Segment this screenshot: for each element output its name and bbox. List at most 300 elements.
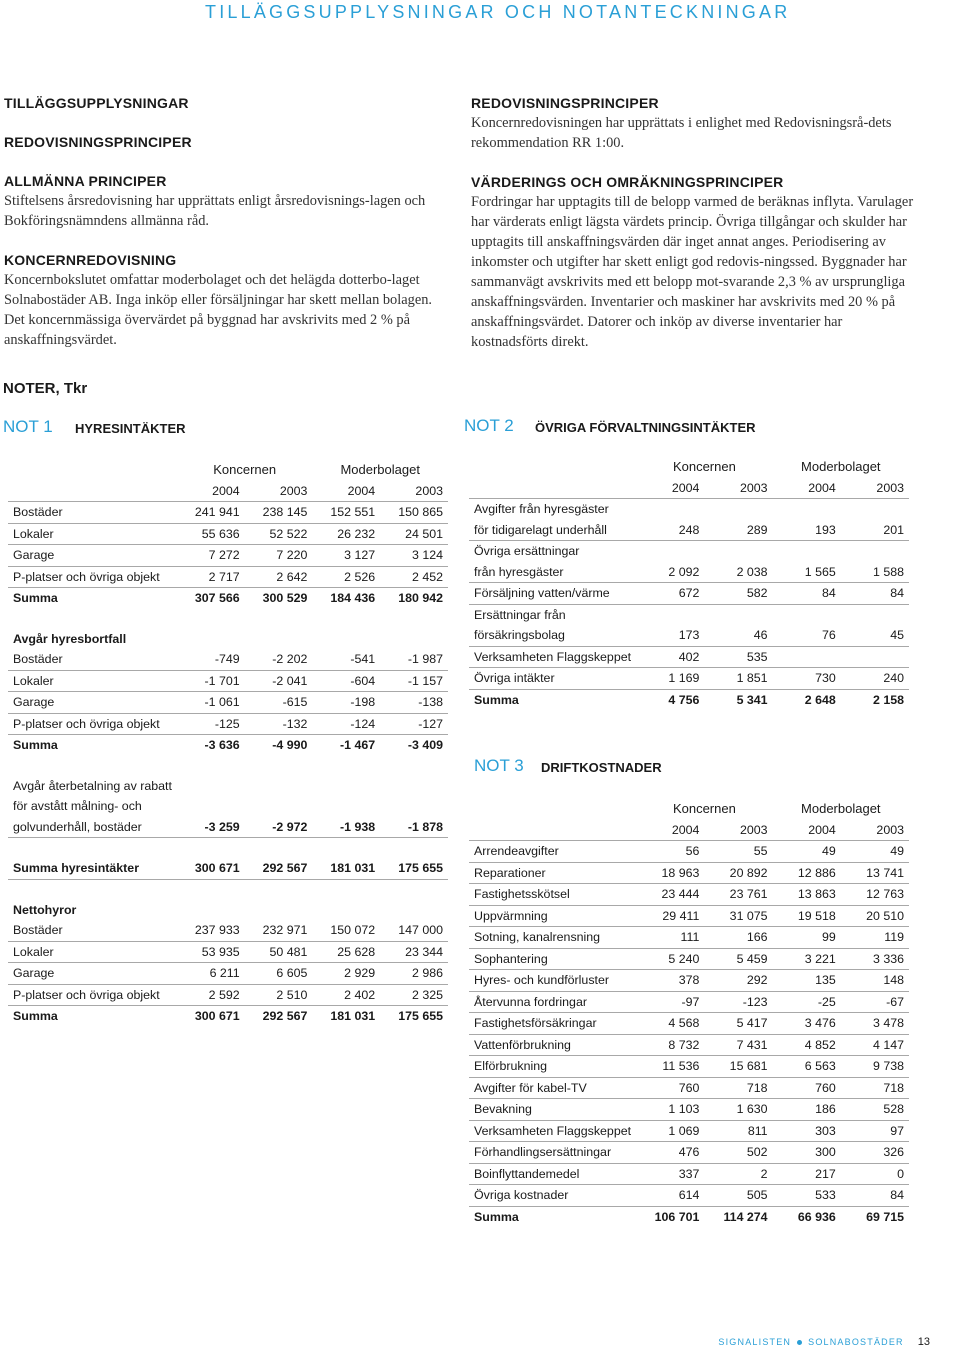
row-label: Bostäder — [8, 649, 177, 670]
row-value: 1 103 — [636, 1099, 704, 1121]
row-value: 45 — [841, 625, 909, 646]
row-value: 760 — [636, 1077, 704, 1099]
column-year: 2004 — [312, 481, 380, 502]
table-row — [469, 927, 909, 949]
heading-redovisningsprinciper-right: REDOVISNINGSPRINCIPER — [471, 95, 659, 111]
row-value: 23 444 — [636, 884, 704, 906]
row-value — [704, 604, 772, 625]
row-value: 760 — [773, 1077, 841, 1099]
table-year-header — [8, 481, 448, 502]
table-group-header — [469, 799, 909, 820]
row-value: 1 069 — [636, 1120, 704, 1142]
column-year: 2003 — [704, 478, 772, 499]
row-value: -749 — [177, 649, 245, 670]
table-year-header — [469, 478, 909, 499]
column-year: 2004 — [773, 820, 841, 841]
row-value: 1 565 — [773, 562, 841, 583]
row-value — [245, 900, 313, 921]
row-value: 292 567 — [262, 1009, 308, 1023]
column-year: 2003 — [841, 820, 909, 841]
row-label: Övriga intäkter — [469, 668, 636, 690]
row-value: 186 — [773, 1099, 841, 1121]
row-value — [704, 541, 772, 562]
table-row — [469, 1034, 909, 1056]
row-label: Uppvärmning — [469, 905, 636, 927]
row-value: 4 147 — [841, 1034, 909, 1056]
table-row — [469, 1163, 909, 1185]
row-value: 2 325 — [380, 984, 448, 1006]
row-value: 2 402 — [312, 984, 380, 1006]
table-row — [469, 948, 909, 970]
left-text-column — [4, 93, 448, 350]
row-value: 505 — [704, 1185, 772, 1207]
row-value: 292 567 — [245, 858, 313, 879]
row-value: 181 031 — [312, 858, 380, 879]
row-label: Summa — [13, 1009, 58, 1023]
row-label: Boinflyttandemedel — [469, 1163, 636, 1185]
row-label: Summa — [474, 692, 519, 707]
row-value: 106 701 — [654, 1209, 700, 1224]
row-value: 3 336 — [841, 948, 909, 970]
row-value: 535 — [704, 646, 772, 668]
row-value: 2 986 — [380, 963, 448, 985]
row-label: Hyres- och kundförluster — [469, 970, 636, 992]
row-value — [841, 646, 909, 668]
row-value: 150 072 — [312, 920, 380, 941]
table-row — [469, 541, 909, 562]
row-label: Lokaler — [8, 941, 177, 963]
row-value: -97 — [636, 991, 704, 1013]
table-row — [8, 649, 448, 670]
table-row — [8, 879, 448, 900]
row-value: 2 642 — [245, 566, 313, 588]
column-group-group2: Moderbolaget — [801, 801, 881, 816]
row-value: 614 — [636, 1185, 704, 1207]
row-value — [380, 776, 448, 797]
row-value: -3 636 — [204, 738, 240, 752]
table-row — [8, 566, 448, 588]
row-value: 152 551 — [312, 502, 380, 524]
row-label: Summa hyresintäkter — [8, 858, 177, 879]
row-value: 193 — [773, 520, 841, 541]
row-label: för avstått målning- och — [13, 799, 142, 813]
row-value: 150 865 — [380, 502, 448, 524]
row-value: 7 431 — [704, 1034, 772, 1056]
row-value: 326 — [841, 1142, 909, 1164]
paragraph-redovisningsprinciper: Koncernredovisningen har upprättats i enlighet med Redovisningsrå-dets rekommendation RR 1:00. — [471, 115, 892, 151]
row-value: 2 526 — [312, 566, 380, 588]
row-value — [636, 604, 704, 625]
not2-number: NOT 2 — [464, 416, 514, 435]
row-value: 2 092 — [636, 562, 704, 583]
row-value: -2 202 — [245, 649, 313, 670]
blank-cell — [8, 879, 448, 900]
row-value: -25 — [773, 991, 841, 1013]
heading-koncernredovisning: KONCERNREDOVISNING — [4, 252, 177, 268]
row-label: försäkringsbolag — [469, 625, 636, 646]
row-value: 533 — [773, 1185, 841, 1207]
paragraph-varderingsprinciper: Fordringar har upptagits till de belopp varmed de beräknas inflyta. Varulager har värderats enligt lägsta värdets princip. Övriga tillgångar och skulder har upptagits till anskaffningsvärden där inget annat anges. Periodisering av inkomster och utgifter har skett enligt god redovis-ningssed. Byggnader har sammanvägt avskrivits med ett belopp mot-svarande 2,3 % av ursprungliga anskaffningsvärden. Inventarier och maskiner har avskrivits med 20 % på anskaffningsvärdet. Datorer och inköp av diverse inventarier har kostnadsförts direkt. — [471, 194, 914, 350]
row-value: 11 536 — [636, 1056, 704, 1078]
row-label: P-platser och övriga objekt — [8, 984, 177, 1006]
table-row — [469, 1206, 909, 1227]
row-value: 2 452 — [380, 566, 448, 588]
row-value: 0 — [841, 1163, 909, 1185]
row-value — [380, 629, 448, 650]
table-row — [469, 520, 909, 541]
table-row — [8, 629, 448, 650]
row-label: P-platser och övriga objekt — [8, 566, 177, 588]
row-value: 97 — [841, 1120, 909, 1142]
row-label: Försäljning vatten/värme — [469, 583, 636, 605]
row-value: 99 — [773, 927, 841, 949]
row-value — [177, 796, 245, 817]
row-value: 13 863 — [773, 884, 841, 906]
table-row — [8, 692, 448, 714]
row-value: 166 — [704, 927, 772, 949]
row-value: 528 — [841, 1099, 909, 1121]
row-value: -67 — [841, 991, 909, 1013]
row-value: 1 169 — [636, 668, 704, 690]
row-label: för tidigarelagt underhåll — [469, 520, 636, 541]
table-row — [469, 1120, 909, 1142]
row-value — [245, 796, 313, 817]
row-value: 175 655 — [380, 858, 448, 879]
not2-title: ÖVRIGA FÖRVALTNINGSINTÄKTER — [535, 420, 756, 435]
row-value: -1 878 — [380, 817, 448, 838]
header-empty-cell — [8, 481, 177, 502]
row-value: -3 259 — [177, 817, 245, 838]
row-value: 248 — [636, 520, 704, 541]
row-value: 2 929 — [312, 963, 380, 985]
row-value: 2 717 — [177, 566, 245, 588]
row-value: 2 592 — [177, 984, 245, 1006]
table-row — [8, 838, 448, 859]
column-year: 2003 — [841, 478, 909, 499]
row-value: -4 990 — [272, 738, 308, 752]
row-value: 24 501 — [380, 523, 448, 545]
row-value: 303 — [773, 1120, 841, 1142]
row-value — [636, 499, 704, 520]
table-row — [469, 1056, 909, 1078]
row-value: 232 971 — [245, 920, 313, 941]
row-value: 46 — [704, 625, 772, 646]
row-label: golvunderhåll, bostäder — [8, 817, 177, 838]
page-header: TILLÄGGSUPPLYSNINGAR OCH NOTANTECKNINGAR — [205, 2, 791, 22]
row-label: Garage — [8, 545, 177, 567]
table-row — [469, 970, 909, 992]
row-value: 300 671 — [177, 858, 245, 879]
row-value: 289 — [704, 520, 772, 541]
row-label: Garage — [8, 692, 177, 714]
row-value: 337 — [636, 1163, 704, 1185]
row-value: 5 240 — [636, 948, 704, 970]
table-row — [469, 862, 909, 884]
row-value: 114 274 — [723, 1209, 768, 1224]
row-label: Arrendeavgifter — [469, 841, 636, 863]
table-row — [8, 523, 448, 545]
row-value: 300 671 — [194, 1009, 240, 1023]
table-row — [469, 884, 909, 906]
row-label: Verksamheten Flaggskeppet — [469, 1120, 636, 1142]
table-row — [8, 735, 448, 756]
row-value: -1 987 — [380, 649, 448, 670]
row-value — [312, 796, 380, 817]
heading-tillaggsupplysningar: TILLÄGGSUPPLYSNINGAR — [4, 95, 189, 111]
row-value — [380, 796, 448, 817]
row-value: 175 655 — [398, 1009, 443, 1023]
row-value: 20 892 — [704, 862, 772, 884]
row-value: 53 935 — [177, 941, 245, 963]
not3-table — [469, 799, 909, 1227]
row-value: -127 — [380, 713, 448, 735]
row-value: 6 211 — [177, 963, 245, 985]
column-year: 2004 — [636, 820, 704, 841]
row-value: 180 942 — [398, 591, 443, 605]
row-value: 476 — [636, 1142, 704, 1164]
row-value: 1 588 — [841, 562, 909, 583]
row-value: -124 — [312, 713, 380, 735]
table-row — [469, 646, 909, 668]
paragraph-koncernredovisning: Koncernbokslutet omfattar moderbolaget och det helägda dotterbo-laget Solnabostäder AB. Inga inköp eller försäljningar har skett mellan bolagen. Det koncernmässiga övervärdet på byggnad har avskrivits med 2 % på anskaffningsvärdet. — [4, 272, 433, 348]
row-value: 9 738 — [841, 1056, 909, 1078]
row-value: 5 341 — [736, 692, 768, 707]
column-year: 2003 — [704, 820, 772, 841]
not2-table — [469, 457, 909, 710]
row-value: 201 — [841, 520, 909, 541]
row-value: 3 221 — [773, 948, 841, 970]
row-label: från hyresgäster — [469, 562, 636, 583]
table-row — [469, 1077, 909, 1099]
column-year: 2004 — [773, 478, 841, 499]
row-label: Avgår återbetalning av rabatt — [13, 778, 172, 793]
row-value: 111 — [636, 927, 704, 949]
row-value: 378 — [636, 970, 704, 992]
page-number: 13 — [917, 1336, 930, 1348]
row-label: Garage — [8, 963, 177, 985]
table-row — [8, 588, 448, 609]
row-value — [636, 541, 704, 562]
table-row — [469, 583, 909, 605]
row-value: 300 529 — [262, 591, 308, 605]
row-value: 217 — [773, 1163, 841, 1185]
row-label: P-platser och övriga objekt — [8, 713, 177, 735]
row-value — [841, 499, 909, 520]
row-value: 811 — [704, 1120, 772, 1142]
row-value: 2 158 — [872, 692, 904, 707]
row-value: 49 — [841, 841, 909, 863]
row-value: 19 518 — [773, 905, 841, 927]
column-group-group1: Koncernen — [213, 462, 277, 477]
row-value: 292 — [704, 970, 772, 992]
row-value: 55 636 — [177, 523, 245, 545]
column-year: 2004 — [636, 478, 704, 499]
table-row — [8, 670, 448, 692]
table-row — [469, 1185, 909, 1207]
table-row — [8, 1006, 448, 1027]
blank-cell — [8, 609, 448, 629]
row-value: 31 075 — [704, 905, 772, 927]
column-group-group1: Koncernen — [672, 459, 736, 474]
row-label: Fastighetsskötsel — [469, 884, 636, 906]
row-value: 582 — [704, 583, 772, 605]
row-label: Bevakning — [469, 1099, 636, 1121]
row-value: 238 145 — [245, 502, 313, 524]
table-row — [8, 609, 448, 629]
row-value — [380, 900, 448, 921]
row-value: 13 741 — [841, 862, 909, 884]
column-year: 2003 — [380, 481, 448, 502]
row-label: Ersättningar från — [474, 607, 566, 622]
row-value: -2 041 — [245, 670, 313, 692]
row-value: -1 061 — [177, 692, 245, 714]
row-value: 4 756 — [668, 692, 700, 707]
row-value: -1 701 — [177, 670, 245, 692]
row-value: 300 — [773, 1142, 841, 1164]
row-value: 76 — [773, 625, 841, 646]
row-value — [773, 604, 841, 625]
row-label: Avgifter för kabel-TV — [469, 1077, 636, 1099]
row-value: 5 459 — [704, 948, 772, 970]
row-value: 1 851 — [704, 668, 772, 690]
column-group-group2: Moderbolaget — [801, 459, 881, 474]
footer-solnabostader: SOLNABOSTÄDER — [808, 1337, 904, 1347]
row-value: 26 232 — [312, 523, 380, 545]
row-value: -615 — [245, 692, 313, 714]
row-value: 4 568 — [636, 1013, 704, 1035]
row-value: -1 467 — [340, 738, 376, 752]
row-label: Summa — [13, 591, 58, 605]
row-value — [312, 629, 380, 650]
table-row — [8, 900, 448, 921]
row-value: -2 972 — [245, 817, 313, 838]
row-label: Sotning, kanalrensning — [469, 927, 636, 949]
header-empty-cell — [469, 457, 636, 478]
row-value — [773, 499, 841, 520]
row-label: Fastighetsförsäkringar — [469, 1013, 636, 1035]
row-value: 307 566 — [194, 591, 240, 605]
row-value: 7 220 — [245, 545, 313, 567]
row-value: 25 628 — [312, 941, 380, 963]
row-value: 12 763 — [841, 884, 909, 906]
heading-allmanna-principer: ALLMÄNNA PRINCIPER — [4, 173, 167, 189]
row-value — [245, 776, 313, 797]
row-value: 119 — [841, 927, 909, 949]
row-label: Övriga kostnader — [469, 1185, 636, 1207]
row-value — [177, 776, 245, 797]
table-row — [469, 604, 909, 625]
table-row — [8, 713, 448, 735]
row-value: -125 — [177, 713, 245, 735]
row-label: Summa — [474, 1209, 519, 1224]
row-value: 135 — [773, 970, 841, 992]
row-value: 6 563 — [773, 1056, 841, 1078]
row-label: Elförbrukning — [469, 1056, 636, 1078]
table-row — [469, 991, 909, 1013]
row-value: 2 038 — [704, 562, 772, 583]
table-row — [8, 941, 448, 963]
row-value: 502 — [704, 1142, 772, 1164]
row-value: 241 941 — [177, 502, 245, 524]
row-value: 69 715 — [866, 1209, 904, 1224]
right-text-column — [471, 93, 916, 352]
row-value: 147 000 — [380, 920, 448, 941]
table-row — [8, 920, 448, 941]
row-value: 7 272 — [177, 545, 245, 567]
column-group-group2: Moderbolaget — [340, 462, 420, 477]
row-label: Lokaler — [8, 670, 177, 692]
row-value: -1 938 — [312, 817, 380, 838]
table-group-header — [469, 457, 909, 478]
column-year: 2004 — [177, 481, 245, 502]
row-label: Avgifter från hyresgäster — [474, 502, 609, 516]
row-value: 4 852 — [773, 1034, 841, 1056]
not1-number: NOT 1 — [3, 417, 53, 436]
table-row — [469, 625, 909, 646]
row-value: 66 936 — [797, 1209, 836, 1224]
row-value: 12 886 — [773, 862, 841, 884]
row-value: -198 — [312, 692, 380, 714]
row-value: -132 — [245, 713, 313, 735]
row-value: 29 411 — [636, 905, 704, 927]
table-row — [8, 817, 448, 838]
table-row — [469, 499, 909, 520]
header-empty-cell — [469, 820, 636, 841]
row-value: 23 761 — [704, 884, 772, 906]
heading-varderingsprinciper: VÄRDERINGS OCH OMRÄKNINGSPRINCIPER — [471, 174, 784, 190]
row-label: Förhandlingsersättningar — [469, 1142, 636, 1164]
row-value: 672 — [636, 583, 704, 605]
table-row — [8, 545, 448, 567]
row-value: 5 417 — [704, 1013, 772, 1035]
row-value: 3 478 — [841, 1013, 909, 1035]
row-value: 15 681 — [704, 1056, 772, 1078]
row-value: 2 510 — [245, 984, 313, 1006]
column-year: 2003 — [245, 481, 313, 502]
row-value: 84 — [841, 1185, 909, 1207]
table-row — [8, 858, 448, 879]
table-row — [8, 756, 448, 776]
row-label: Summa — [13, 738, 58, 752]
table-row — [8, 776, 448, 797]
blank-cell — [8, 756, 448, 776]
table-row — [469, 905, 909, 927]
row-value: 1 630 — [704, 1099, 772, 1121]
row-value: 3 127 — [312, 545, 380, 567]
row-label: Lokaler — [8, 523, 177, 545]
row-value: 52 522 — [245, 523, 313, 545]
row-value: 237 933 — [177, 920, 245, 941]
not1-title: HYRESINTÄKTER — [75, 421, 186, 436]
row-value: 56 — [636, 841, 704, 863]
row-value: -1 157 — [380, 670, 448, 692]
row-label: Sophantering — [469, 948, 636, 970]
row-label: Nettohyror — [13, 902, 77, 917]
row-value: 18 963 — [636, 862, 704, 884]
row-value — [704, 499, 772, 520]
paragraph-allmanna-principer: Stiftelsens årsredovisning har upprättats enligt årsredovisnings-lagen och Bokföringsnämndens allmänna råd. — [4, 193, 426, 229]
row-value — [177, 629, 245, 650]
row-value: 3 124 — [380, 545, 448, 567]
row-value — [177, 900, 245, 921]
row-value: -604 — [312, 670, 380, 692]
table-row — [469, 562, 909, 583]
row-value: -138 — [380, 692, 448, 714]
row-value: 718 — [841, 1077, 909, 1099]
row-value: 2 648 — [804, 692, 836, 707]
row-value: 184 436 — [330, 591, 376, 605]
table-row — [469, 668, 909, 690]
